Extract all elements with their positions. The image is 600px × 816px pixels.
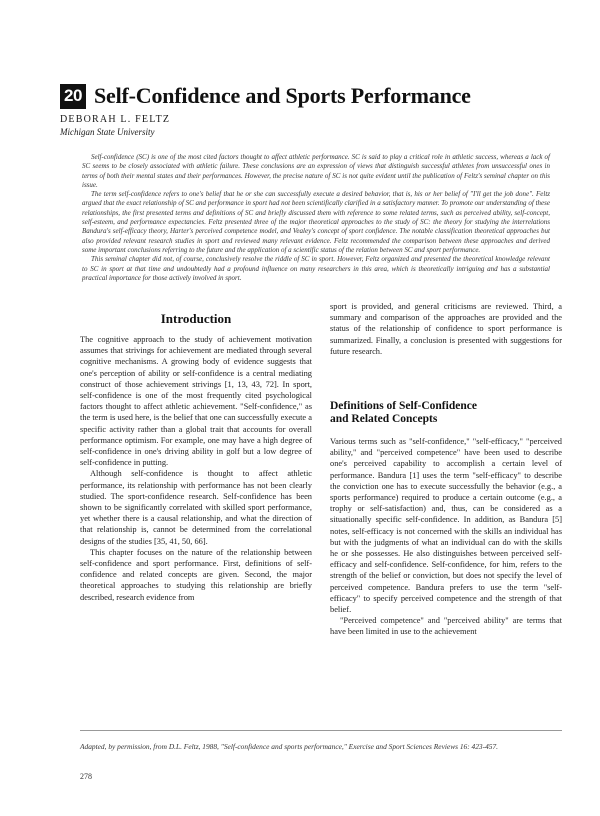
chapter-header [60, 83, 471, 109]
definitions-heading [330, 400, 562, 426]
body-paragraph: "Perceived competence" and "perceived ability" are terms that have been limited in use to the achievement [330, 616, 562, 637]
author-affiliation: Michigan State University [60, 127, 155, 137]
chapter-number-badge: 20 [60, 84, 86, 109]
body-paragraph: Various terms such as "self-confidence," "self-efficacy," "perceived ability," and "perceived competence" have been used to describe one's perceived capability to accomplish a certain level of performance. Bandura [1] uses the term "self-efficacy" to describe the conviction one has to execute successfully the behavior (e.g., a sports performance) required to produce a certain outcome (e.g., a trophy or self-satisfaction) and, thus, can be considered as a situationally specific self-confidence. In addition, as Bandura [5] notes, self-efficacy is not concerned with the skills an individual has but with the judgments of what an individual can do with the skills he or she possesses. He also distinguishes between perceived self-efficacy and self-confidence. Self-confidence, for him, refers to the strength of the belief or conviction, but does not specify the level of perceived competence. Bandura prefers to use the term "self-efficacy" to specify perceived competence and the strength of that belief. [330, 437, 562, 615]
footnote-divider [80, 730, 562, 731]
body-paragraph: This chapter focuses on the nature of the relationship between self-confidence and sport performance. First, definitions of self-confidence and related concepts are given. Second, the major theoretical approaches to studying this relationship are briefly described, research evidence from [80, 547, 312, 602]
introduction-heading: Introduction [160, 311, 232, 326]
right-column [330, 301, 562, 357]
right-column-definitions [330, 436, 562, 638]
abstract-paragraph: Self-confidence (SC) is one of the most cited factors thought to affect athletic performance. SC is said to play a critical role in athletic success, whereas a lack of SC seems to be closely associated with athletic failure. These conclusions are an expression of views that distinguish successful athletes from unsuccessful ones in terms of both their mental states and their performances. However, the precise nature of SC is not quite evident until the publication of Feltz's seminal chapter on this issue. [82, 153, 550, 189]
body-paragraph: The cognitive approach to the study of achievement motivation assumes that strivings for achievement are mediated through several cognitive mechanisms. A growing body of evidence suggests that one's perception of ability or self-confidence is a central mediating construct of those achievement strivings [1, 13, 43, 72]. In sport, self-confidence is one of the most frequently cited psychological factors thought to affect athletic achievement. "Self-confidence," as the term is used here, is the belief that one can successfully execute a specific activity rather than a global trait that accounts for overall performance optimism. For example, one may have a high degree of self-confidence in one's driving ability in golf but a low degree of self-confidence in putting. [80, 335, 312, 468]
abstract-paragraph: This seminal chapter did not, of course, conclusively resolve the riddle of SC in sport. However, Feltz organized and presented the theoretical knowledge relevant to SC in sport at that time and undoubtedly had a profound influence on many researchers in this area, which is theoretically intriguing and has a substantial practical importance for those actively involved in sport. [82, 255, 550, 282]
chapter-title: Self-Confidence and Sports Performance [94, 83, 471, 108]
footnote: Adapted, by permission, from D.L. Feltz, 1988, "Self-confidence and sports performance," Exercise and Sport Sciences Reviews 16: 423-457. [80, 742, 499, 751]
body-paragraph: sport is provided, and general criticisms are reviewed. Third, a summary and comparison of the approaches are provided and the status of the relationship of confidence to sport performance is summarized. Finally, a conclusion is presented with suggestions for future research. [330, 302, 562, 356]
definitions-heading-line: and Related Concepts [330, 413, 438, 425]
definitions-heading-line: Definitions of Self-Confidence [330, 400, 477, 412]
body-paragraph: Although self-confidence is thought to affect athletic performance, its relationship with performance has not been clearly studied. The sport-confidence research. Self-confidence has been shown to be significantly correlated with skilled sport performance, yet whether there is a causal relationship, and what the direction of that relationship is, cannot be determined from the correlational designs of the studies [35, 41, 50, 66]. [80, 469, 312, 546]
left-column [80, 334, 312, 603]
page-number: 278 [80, 772, 92, 781]
abstract [82, 153, 550, 283]
abstract-paragraph: The term self-confidence refers to one's belief that he or she can successfully execute a desired behavior, that is, his or her belief of "I'll get the job done". Feltz argued that the exact relationship of SC and performance in sport had not been scientifically clarified in a satisfactory manner. To promote our understanding of these relationships, the first presented terms and definitions of SC and briefly discussed them with reference to some related terms, such as perceived ability, self-concept, self-esteem, and performance expectancies. Feltz presented three of the major theoretical approaches to the study of SC: the theory for studying the interrelations Bandura's self-efficacy theory, Harter's perceived competence model, and Vealey's concept of sport confidence. The notable classification theoretical approaches but also provided relevant research studies in sport and reviewed many relevant evidence. Feltz recommended the comparison between these approaches and derived some important conclusions referring to the future and the application of a scientific status of the relation between SC and sport performance. [82, 190, 550, 254]
author-name: DEBORAH L. FELTZ [60, 114, 171, 125]
